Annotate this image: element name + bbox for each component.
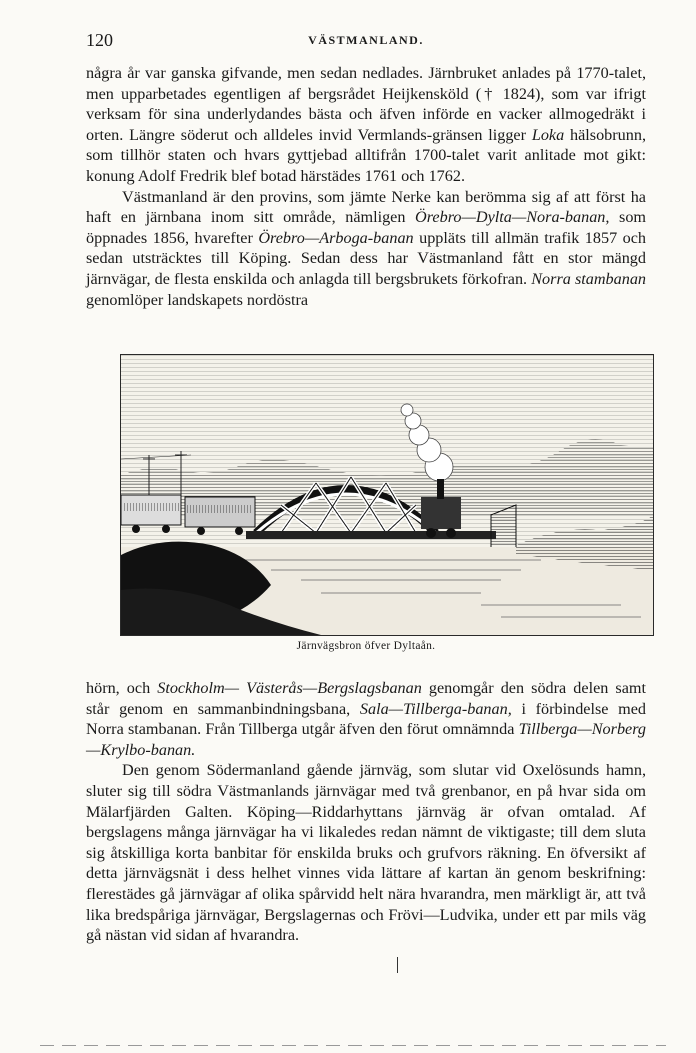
figure-caption: Järnvägsbron öfver Dyltaån. [296, 640, 436, 652]
print-mark [397, 957, 398, 973]
bridge-engraving [121, 355, 653, 635]
railway-name: Örebro—Arboga-banan [258, 228, 414, 247]
paragraph-railway-network: Den genom Södermanland gående järnväg, som slutar vid Oxelösunds hamn, sluter sig till södra Västmanlands järnvägar med två grenbanor, en på hvar sida om Mälarfjärden Galten. Köping—Riddarhyttans järnväg är ofvan omtalad. Af bergslagens många järnvägar ha vi likaledes redan nämnt de viktigaste; till dem sluta sig åtskilliga korta banbitar för enskilda bruks och grufvors räkning. En öfversikt af detta järnvägsnät i dess helhet vinnes vida lättare af kartan än genom beskrifning: flerestädes gå järnvägar af olika spårvidd helt nära hvarandra, men märkligt är, att två lika bredspåriga järnvägar, Bergslagernas och Frövi—Ludvika, under ett par mils väg gå nästan vid sidan af hvarandra. [86, 761, 646, 945]
paragraph-trunk-lines: hörn, och Stockholm— Västerås—Bergslagsbanan genomgår den södra delen samt står genom en sammanbindningsbana, Sala—Tillberga-banan, i förbindelse med Norra stambanan. Från Tillberga utgår äfven den förut omnämnda Tillberga—Norberg—Krylbo-banan. [86, 679, 647, 759]
paragraph-continuation: några år var ganska gifvande, men sedan nedlades. Järnbruket anlades på 1770-talet, men upparbetades egentligen af bergsrådet Heijkensköld († 1824), som var ifrigt verksam för sina underlydandes bästa och äfven införde en vacker allmogedräkt i orten. Längre söderut och alldeles invid Vermlands-gränsen ligger Loka hälsobrunn, som tillhör staten och hvars gyttjebad alltifrån 1700-talet varit anlitade mot gikt: konung Adolf Fredrik blef botad härstädes 1761 och 1762. [86, 64, 647, 185]
place-name-loka: Loka [531, 125, 565, 144]
railway-name: Norra stambanan [531, 269, 647, 288]
running-title: VÄSTMANLAND. [308, 33, 424, 47]
text-block-top [86, 63, 646, 310]
figure-railway-bridge-engraving [120, 354, 654, 636]
railway-name: Örebro—Dylta—Nora-banan, [415, 208, 610, 227]
paragraph-railways-intro: Västmanland är den provins, som jämte Nerke kan berömma sig af att först ha haft en järnbana inom sitt område, nämligen Örebro—Dylta—Nora-banan, som öppnades 1856, hvarefter Örebro—Arboga-banan uppläts till allmän trafik 1857 och sedan utsträcktes till Köping. Sedan dess har Västmanland fått en stor mängd järnvägar, de flesta enskilda och anlagda till bergsbrukets förkofran. Norra stambanan genomlöper landskapets nordöstra [86, 187, 647, 309]
page-header [86, 30, 646, 52]
railway-name: Tillberga—Norberg—Krylbo-banan. [86, 720, 647, 759]
railway-name: Stockholm— Västerås—Bergslagsbanan [157, 679, 422, 697]
text-block-bottom [86, 678, 646, 946]
railway-name: Sala—Tillberga-banan, [359, 699, 512, 718]
page-bottom-edge [40, 1045, 666, 1046]
page-number: 120 [86, 30, 113, 50]
